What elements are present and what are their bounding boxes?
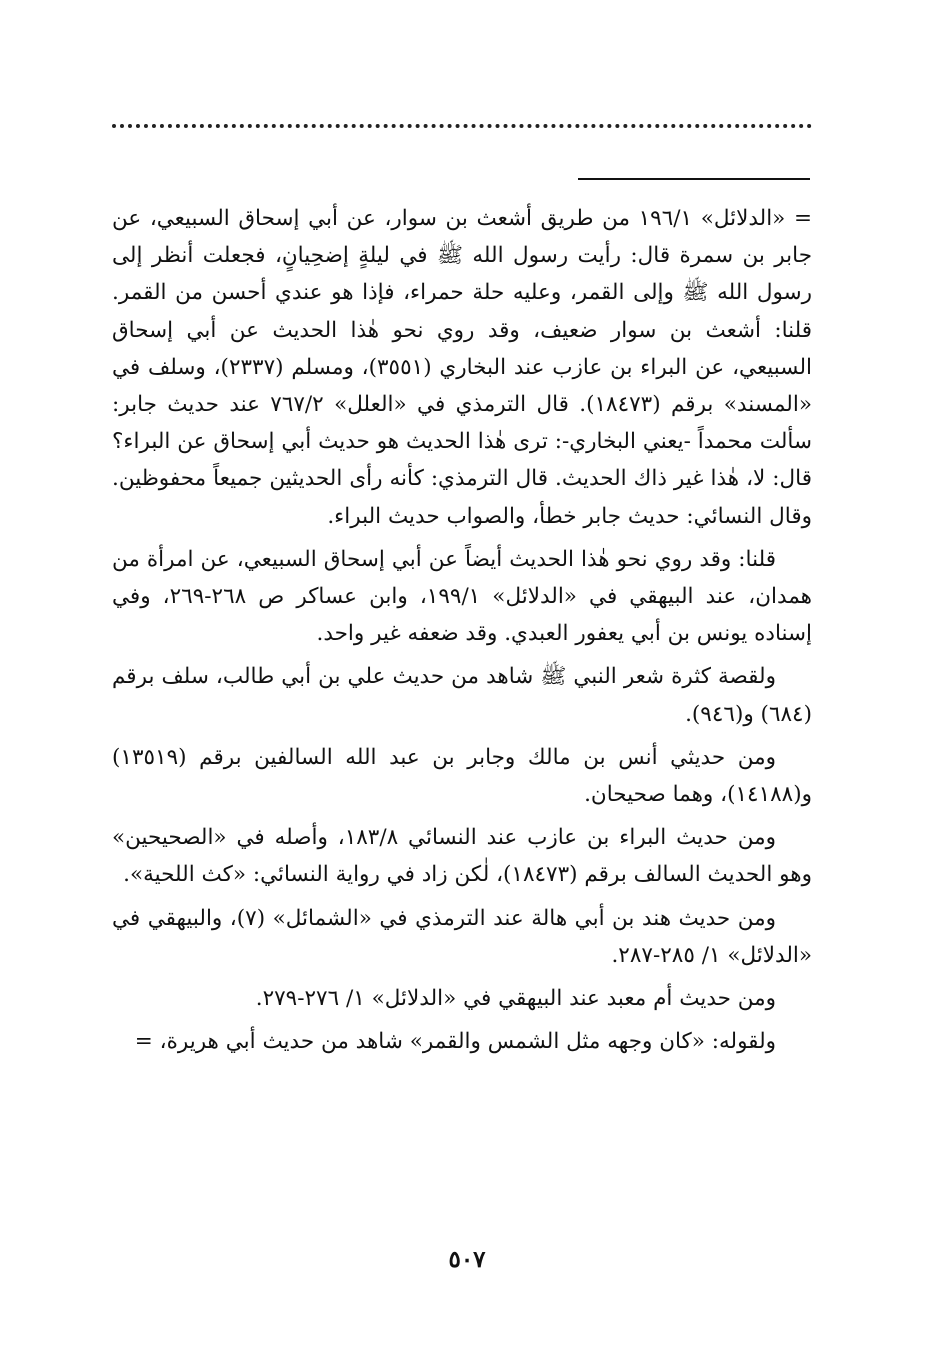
footnote-rule xyxy=(578,178,810,180)
dotted-separator xyxy=(112,124,812,128)
footnote-paragraph-4: ومن حديثي أنس بن مالك وجابر بن عبد الله السالفين برقم (١٣٥١٩) و(١٤١٨٨)، وهما صحيحان. xyxy=(112,744,812,808)
footnote-paragraph-3: ولقصة كثرة شعر النبي ﷺ شاهد من حديث علي بن أبي طالب، سلف برقم (٦٨٤) و(٩٤٦). xyxy=(112,664,812,727)
footnote-paragraph-2: قلنا: وقد روي نحو هٰذا الحديث أيضاً عن أبي إسحاق السبيعي، عن امرأة من همدان، عند البيهقي في «الدلائل» ١٩٩/١، وابن عساكر ص ٢٦٨-٢٦٩، وفي إسناده يونس بن أبي يعفور العبدي. وقد ضعفه غير واحد. xyxy=(112,546,813,647)
page-number: ٥٠٧ xyxy=(448,1246,486,1273)
footnote-paragraph-8: ولقوله: «كان وجهه مثل الشمس والقمر» شاهد من حديث أبي هريرة، = xyxy=(134,1029,776,1055)
footnote-paragraph-5: ومن حديث البراء بن عازب عند النسائي ١٨٣/٨، وأصله في «الصحيحين» وهو الحديث السالف برقم (١٨٤٧٣)، لٰكن زاد في رواية النسائي: «كث اللحية». xyxy=(112,825,812,888)
footnote-paragraph-7: ومن حديث أم معبد عند البيهقي في «الدلائل» ١/ ٢٧٦-٢٧٩. xyxy=(255,986,776,1012)
footnote-text xyxy=(112,200,812,1066)
footnote-paragraph-6: ومن حديث هند بن أبي هالة عند الترمذي في «الشمائل» (٧)، والبيهقي في «الدلائل» ١/ ٢٨٥-٢٨٧. xyxy=(112,905,812,968)
footnote-paragraph-1: = «الدلائل» ١٩٦/١ من طريق أشعث بن سوار، عن أبي إسحاق السبيعي، عن جابر بن سمرة قال: رأيت رسول الله ﷺ في ليلةٍ إضحِيانٍ، فجعلت أنظر إلى رسول الله ﷺ وإلى القمر، وعليه حلة حمراء، فإذا هو عندي أحسن من القمر. قلنا: أشعث بن سوار ضعيف، وقد روي نحو هٰذا الحديث عن أبي إسحاق السبيعي، عن البراء بن عازب عند البخاري (٣٥٥١)، ومسلم (٢٣٣٧)، وسلف في «المسند» برقم (١٨٤٧٣). قال الترمذي في «العلل» ٧٦٧/٢ عند حديث جابر: سألت محمداً -يعني البخاري-: ترى هٰذا الحديث هو حديث أبي إسحاق عن البراء؟ قال: لا، هٰذا غير ذاك الحديث. قال الترمذي: كأنه رأى الحديثين جميعاً محفوظين. وقال النسائي: حديث جابر خطأ، والصواب حديث البراء. xyxy=(112,206,812,529)
